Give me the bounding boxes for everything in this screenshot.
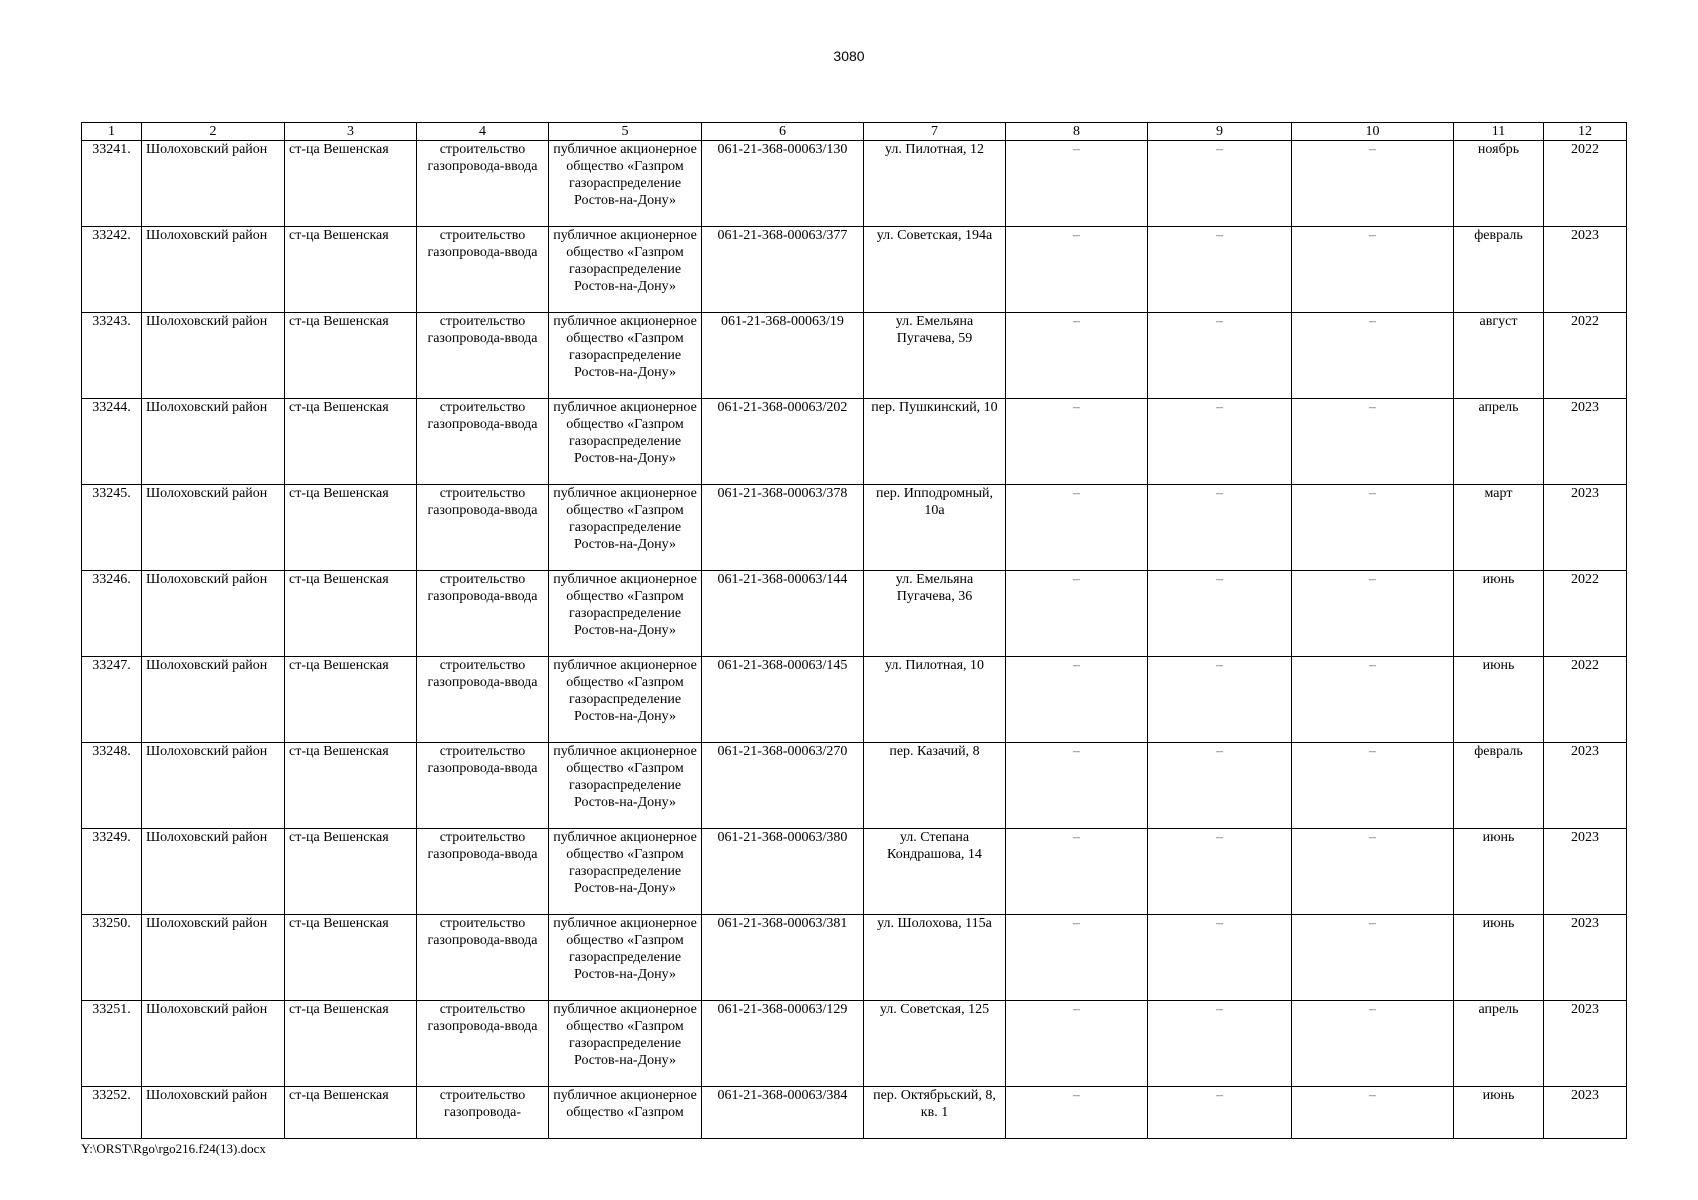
col8-cell: – xyxy=(1006,485,1148,571)
col-header: 12 xyxy=(1544,123,1627,141)
district-cell: Шолоховский район xyxy=(142,571,285,657)
page-number: 3080 xyxy=(833,48,865,64)
col-header: 6 xyxy=(702,123,864,141)
registry-code-cell: 061-21-368-00063/270 xyxy=(702,743,864,829)
col9-cell: – xyxy=(1148,227,1292,313)
settlement-cell: ст-ца Вешенская xyxy=(285,829,417,915)
col10-cell: – xyxy=(1292,829,1454,915)
registry-code-cell: 061-21-368-00063/384 xyxy=(702,1087,864,1139)
address-cell: пер. Казачий, 8 xyxy=(864,743,1006,829)
year-cell: 2023 xyxy=(1544,485,1627,571)
address-cell: ул. Советская, 194а xyxy=(864,227,1006,313)
col-header: 11 xyxy=(1454,123,1544,141)
owner-cell: публичное акционерное общество «Газпром газораспределение Ростов-на-Дону» xyxy=(549,743,702,829)
col10-cell: – xyxy=(1292,571,1454,657)
col10-cell: – xyxy=(1292,915,1454,1001)
col-header: 9 xyxy=(1148,123,1292,141)
col9-cell: – xyxy=(1148,657,1292,743)
col10-cell: – xyxy=(1292,743,1454,829)
address-cell: пер. Октябрьский, 8, кв. 1 xyxy=(864,1087,1006,1139)
table-row xyxy=(82,485,1627,571)
col-header: 3 xyxy=(285,123,417,141)
month-cell: апрель xyxy=(1454,399,1544,485)
work-type-cell: строительство газопровода-ввода xyxy=(417,571,549,657)
col10-cell: – xyxy=(1292,485,1454,571)
col-header: 4 xyxy=(417,123,549,141)
settlement-cell: ст-ца Вешенская xyxy=(285,141,417,227)
row-number-cell: 33242. xyxy=(82,227,142,313)
registry-code-cell: 061-21-368-00063/377 xyxy=(702,227,864,313)
district-cell: Шолоховский район xyxy=(142,1087,285,1139)
address-cell: ул. Степана Кондрашова, 14 xyxy=(864,829,1006,915)
table-row xyxy=(82,915,1627,1001)
col9-cell: – xyxy=(1148,313,1292,399)
column-number-row xyxy=(82,123,1627,141)
owner-cell: публичное акционерное общество «Газпром xyxy=(549,1087,702,1139)
month-cell: июнь xyxy=(1454,1087,1544,1139)
month-cell: июнь xyxy=(1454,915,1544,1001)
settlement-cell: ст-ца Вешенская xyxy=(285,743,417,829)
month-cell: июнь xyxy=(1454,571,1544,657)
owner-cell: публичное акционерное общество «Газпром газораспределение Ростов-на-Дону» xyxy=(549,313,702,399)
owner-cell: публичное акционерное общество «Газпром газораспределение Ростов-на-Дону» xyxy=(549,399,702,485)
row-number-cell: 33245. xyxy=(82,485,142,571)
col10-cell: – xyxy=(1292,657,1454,743)
col9-cell: – xyxy=(1148,399,1292,485)
registry-code-cell: 061-21-368-00063/145 xyxy=(702,657,864,743)
work-type-cell: строительство газопровода-ввода xyxy=(417,1001,549,1087)
col10-cell: – xyxy=(1292,141,1454,227)
col9-cell: – xyxy=(1148,829,1292,915)
month-cell: июнь xyxy=(1454,829,1544,915)
address-cell: ул. Пилотная, 12 xyxy=(864,141,1006,227)
work-type-cell: строительство газопровода-ввода xyxy=(417,829,549,915)
district-cell: Шолоховский район xyxy=(142,829,285,915)
address-cell: пер. Пушкинский, 10 xyxy=(864,399,1006,485)
year-cell: 2023 xyxy=(1544,399,1627,485)
month-cell: июнь xyxy=(1454,657,1544,743)
work-type-cell: строительство газопровода-ввода xyxy=(417,915,549,1001)
address-cell: ул. Шолохова, 115а xyxy=(864,915,1006,1001)
table-row xyxy=(82,1087,1627,1139)
district-cell: Шолоховский район xyxy=(142,227,285,313)
col9-cell: – xyxy=(1148,1001,1292,1087)
year-cell: 2022 xyxy=(1544,657,1627,743)
owner-cell: публичное акционерное общество «Газпром газораспределение Ростов-на-Дону» xyxy=(549,1001,702,1087)
col8-cell: – xyxy=(1006,227,1148,313)
row-number-cell: 33247. xyxy=(82,657,142,743)
month-cell: апрель xyxy=(1454,1001,1544,1087)
owner-cell: публичное акционерное общество «Газпром газораспределение Ростов-на-Дону» xyxy=(549,485,702,571)
work-type-cell: строительство газопровода-ввода xyxy=(417,485,549,571)
month-cell: август xyxy=(1454,313,1544,399)
col10-cell: – xyxy=(1292,399,1454,485)
row-number-cell: 33250. xyxy=(82,915,142,1001)
registry-code-cell: 061-21-368-00063/378 xyxy=(702,485,864,571)
col8-cell: – xyxy=(1006,571,1148,657)
registry-code-cell: 061-21-368-00063/130 xyxy=(702,141,864,227)
work-type-cell: строительство газопровода-ввода xyxy=(417,657,549,743)
owner-cell: публичное акционерное общество «Газпром газораспределение Ростов-на-Дону» xyxy=(549,571,702,657)
table-row xyxy=(82,141,1627,227)
col9-cell: – xyxy=(1148,571,1292,657)
district-cell: Шолоховский район xyxy=(142,399,285,485)
registry-code-cell: 061-21-368-00063/380 xyxy=(702,829,864,915)
work-type-cell: строительство газопровода-ввода xyxy=(417,743,549,829)
col9-cell: – xyxy=(1148,141,1292,227)
table-row xyxy=(82,313,1627,399)
table-row xyxy=(82,1001,1627,1087)
row-number-cell: 33248. xyxy=(82,743,142,829)
col9-cell: – xyxy=(1148,915,1292,1001)
month-cell: февраль xyxy=(1454,227,1544,313)
col-header: 5 xyxy=(549,123,702,141)
work-type-cell: строительство газопровода-ввода xyxy=(417,313,549,399)
settlement-cell: ст-ца Вешенская xyxy=(285,657,417,743)
col8-cell: – xyxy=(1006,743,1148,829)
col8-cell: – xyxy=(1006,313,1148,399)
work-type-cell: строительство газопровода- xyxy=(417,1087,549,1139)
col8-cell: – xyxy=(1006,657,1148,743)
col8-cell: – xyxy=(1006,141,1148,227)
col9-cell: – xyxy=(1148,743,1292,829)
file-path-footer: Y:\ORST\Rgo\rgo216.f24(13).docx xyxy=(81,1141,266,1156)
table-row xyxy=(82,743,1627,829)
district-cell: Шолоховский район xyxy=(142,313,285,399)
col10-cell: – xyxy=(1292,1001,1454,1087)
month-cell: март xyxy=(1454,485,1544,571)
col-header: 7 xyxy=(864,123,1006,141)
register-table xyxy=(81,122,1627,1139)
row-number-cell: 33249. xyxy=(82,829,142,915)
district-cell: Шолоховский район xyxy=(142,657,285,743)
address-cell: пер. Ипподромный, 10а xyxy=(864,485,1006,571)
address-cell: ул. Советская, 125 xyxy=(864,1001,1006,1087)
year-cell: 2022 xyxy=(1544,313,1627,399)
settlement-cell: ст-ца Вешенская xyxy=(285,313,417,399)
address-cell: ул. Пилотная, 10 xyxy=(864,657,1006,743)
year-cell: 2023 xyxy=(1544,1001,1627,1087)
settlement-cell: ст-ца Вешенская xyxy=(285,1087,417,1139)
settlement-cell: ст-ца Вешенская xyxy=(285,1001,417,1087)
col8-cell: – xyxy=(1006,829,1148,915)
col9-cell: – xyxy=(1148,485,1292,571)
col8-cell: – xyxy=(1006,1001,1148,1087)
row-number-cell: 33246. xyxy=(82,571,142,657)
table-row xyxy=(82,829,1627,915)
address-cell: ул. Емельяна Пугачева, 36 xyxy=(864,571,1006,657)
registry-code-cell: 061-21-368-00063/144 xyxy=(702,571,864,657)
registry-code-cell: 061-21-368-00063/19 xyxy=(702,313,864,399)
work-type-cell: строительство газопровода-ввода xyxy=(417,141,549,227)
settlement-cell: ст-ца Вешенская xyxy=(285,227,417,313)
registry-code-cell: 061-21-368-00063/202 xyxy=(702,399,864,485)
work-type-cell: строительство газопровода-ввода xyxy=(417,399,549,485)
row-number-cell: 33243. xyxy=(82,313,142,399)
col-header: 10 xyxy=(1292,123,1454,141)
month-cell: ноябрь xyxy=(1454,141,1544,227)
district-cell: Шолоховский район xyxy=(142,1001,285,1087)
district-cell: Шолоховский район xyxy=(142,485,285,571)
month-cell: февраль xyxy=(1454,743,1544,829)
owner-cell: публичное акционерное общество «Газпром газораспределение Ростов-на-Дону» xyxy=(549,141,702,227)
col-header: 2 xyxy=(142,123,285,141)
registry-code-cell: 061-21-368-00063/381 xyxy=(702,915,864,1001)
row-number-cell: 33244. xyxy=(82,399,142,485)
year-cell: 2023 xyxy=(1544,743,1627,829)
owner-cell: публичное акционерное общество «Газпром газораспределение Ростов-на-Дону» xyxy=(549,915,702,1001)
settlement-cell: ст-ца Вешенская xyxy=(285,399,417,485)
col-header: 1 xyxy=(82,123,142,141)
year-cell: 2023 xyxy=(1544,829,1627,915)
row-number-cell: 33241. xyxy=(82,141,142,227)
year-cell: 2022 xyxy=(1544,571,1627,657)
col10-cell: – xyxy=(1292,227,1454,313)
district-cell: Шолоховский район xyxy=(142,743,285,829)
col9-cell: – xyxy=(1148,1087,1292,1139)
settlement-cell: ст-ца Вешенская xyxy=(285,915,417,1001)
settlement-cell: ст-ца Вешенская xyxy=(285,485,417,571)
table-row xyxy=(82,227,1627,313)
district-cell: Шолоховский район xyxy=(142,915,285,1001)
row-number-cell: 33251. xyxy=(82,1001,142,1087)
owner-cell: публичное акционерное общество «Газпром газораспределение Ростов-на-Дону» xyxy=(549,227,702,313)
table-row xyxy=(82,657,1627,743)
settlement-cell: ст-ца Вешенская xyxy=(285,571,417,657)
col8-cell: – xyxy=(1006,1087,1148,1139)
district-cell: Шолоховский район xyxy=(142,141,285,227)
col-header: 8 xyxy=(1006,123,1148,141)
work-type-cell: строительство газопровода-ввода xyxy=(417,227,549,313)
col10-cell: – xyxy=(1292,1087,1454,1139)
owner-cell: публичное акционерное общество «Газпром газораспределение Ростов-на-Дону» xyxy=(549,829,702,915)
year-cell: 2022 xyxy=(1544,141,1627,227)
col8-cell: – xyxy=(1006,399,1148,485)
registry-code-cell: 061-21-368-00063/129 xyxy=(702,1001,864,1087)
address-cell: ул. Емельяна Пугачева, 59 xyxy=(864,313,1006,399)
col10-cell: – xyxy=(1292,313,1454,399)
year-cell: 2023 xyxy=(1544,915,1627,1001)
year-cell: 2023 xyxy=(1544,1087,1627,1139)
owner-cell: публичное акционерное общество «Газпром газораспределение Ростов-на-Дону» xyxy=(549,657,702,743)
table-row xyxy=(82,571,1627,657)
year-cell: 2023 xyxy=(1544,227,1627,313)
table-row xyxy=(82,399,1627,485)
row-number-cell: 33252. xyxy=(82,1087,142,1139)
col8-cell: – xyxy=(1006,915,1148,1001)
